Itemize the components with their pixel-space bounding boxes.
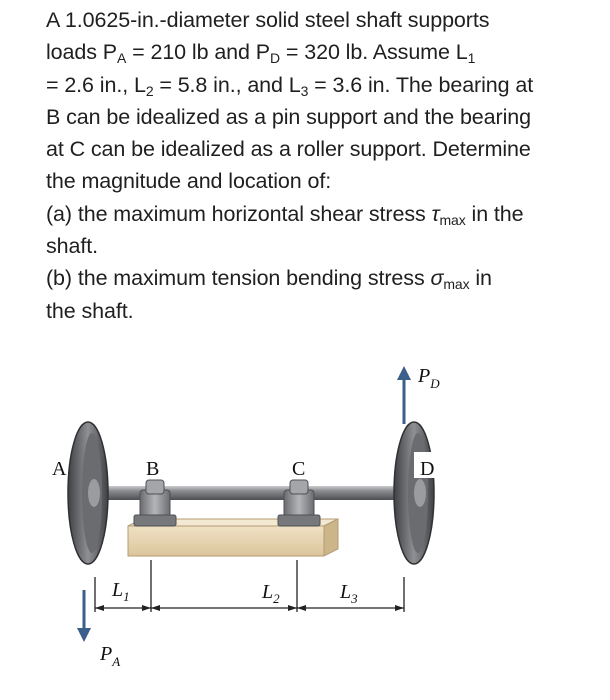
question-a-cont: shaft.: [46, 234, 98, 259]
label-l3: $L_3$: [340, 581, 358, 606]
problem-line-2: loads $P_A = 210$ lb and $P_D = 320$ lb. Assume $L_1$: [46, 40, 476, 67]
load-pd-arrow: [397, 366, 411, 424]
label-b: B: [146, 458, 160, 480]
label-d: D: [420, 458, 435, 480]
label-l2: $L_2$: [262, 581, 280, 606]
problem-line-4: B can be idealized as a pin support and the bearing: [46, 104, 531, 129]
question-b: (b) the maximum tension bending stress $\sigma_{max}$ in: [46, 266, 492, 293]
label-l1: $L_1$: [112, 579, 130, 604]
problem-line-1: A 1.0625-in.-diameter solid steel shaft supports: [46, 8, 490, 32]
label-pd: $P_D$: [418, 365, 440, 391]
problem-line-3: = 2.6 in., $L_2 = 5.8$ in., and $L_3 = 3.6$ in. The bearing at: [46, 72, 534, 99]
load-pa-arrow: [77, 590, 91, 642]
label-pa: $P_A$: [100, 643, 121, 669]
problem-line-5: at C can be idealized as a roller support. Determine: [46, 137, 531, 162]
problem-line-6: the magnitude and location of:: [46, 169, 332, 194]
question-a: (a) the maximum horizontal shear stress $\tau_{max}$ in the: [46, 201, 524, 228]
question-b-cont: the shaft.: [46, 298, 134, 323]
steel-shaft: [82, 486, 426, 500]
label-a: A: [52, 458, 67, 480]
pulley-a: [68, 422, 108, 564]
pulley-d: [394, 422, 434, 564]
label-c: C: [292, 458, 306, 480]
